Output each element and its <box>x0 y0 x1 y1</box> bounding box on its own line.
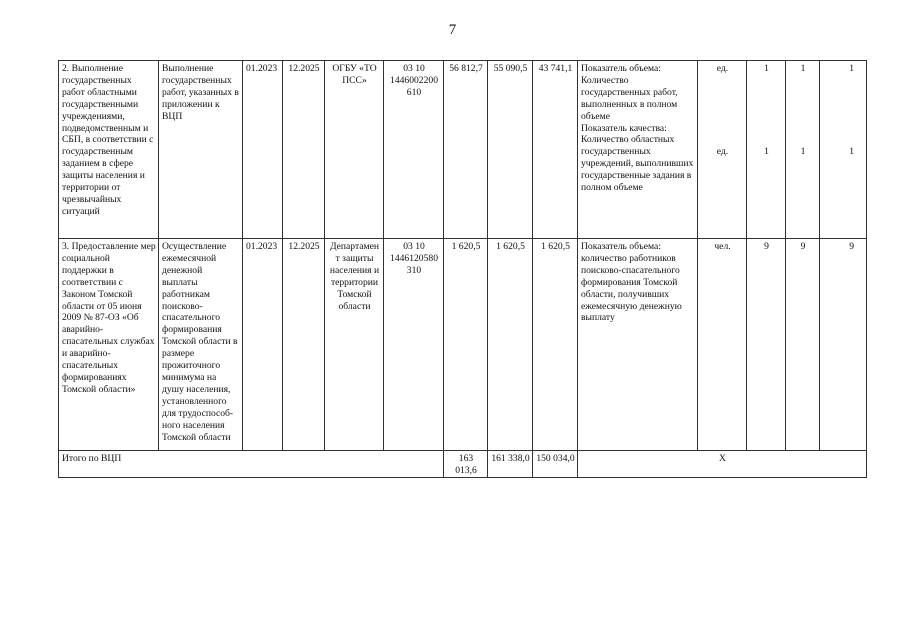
indicator-volume: Показатель объема: Количество государственных работ, выполненных в полном объеме <box>581 63 678 122</box>
indicator-volume: Показатель объема: количество работников поисково-спасательного формирования Томской области, получивших ежемесячную денежную выплату <box>581 241 682 324</box>
table-row <box>59 61 867 239</box>
indicator-cell <box>578 239 698 451</box>
unit-volume: ед. <box>716 63 729 74</box>
page-number: 7 <box>448 22 457 38</box>
activity-cell: Выполнение государственных работ, указанных в приложении к ВЦП <box>159 61 243 239</box>
value-volume: 1 <box>849 63 854 74</box>
total-sum-year3: 150 034,0 <box>533 451 578 478</box>
sum-year2-cell: 55 090,5 <box>488 61 533 239</box>
sum-year3-cell: 43 741,1 <box>533 61 578 239</box>
end-date-cell: 12.2025 <box>283 61 325 239</box>
unit-quality: ед. <box>716 145 729 157</box>
executor-cell: Департамент защиты населения и территории Томской области <box>325 239 384 451</box>
executor-cell: ОГБУ «ТО ПСС» <box>325 61 384 239</box>
value-quality: 1 <box>764 145 769 157</box>
sum-total-cell: 56 812,7 <box>444 61 488 239</box>
task-cell: 3. Предоставление мер социальной поддержки в соответствии с Законом Томской области от 05 июня 2009 № 87-ОЗ «Об аварийно-спасательных службах и аварийно-спасательных формированиях Томской области» <box>59 239 159 451</box>
end-date-cell: 12.2025 <box>283 239 325 451</box>
indicator-quality: Показатель качества: Количество областных государственных учреждений, выполнивших государственные задания в полном объеме <box>581 122 694 194</box>
sum-total-cell: 1 620,5 <box>444 239 488 451</box>
sum-year2-cell: 1 620,5 <box>488 239 533 451</box>
activity-cell: Осуществление ежемесячной денежной выплаты работникам поисково-спасательного формирования Томской области в размере прожиточного минимума на душу населения, установленного для трудоспособ-ного населения Томской области <box>159 239 243 451</box>
sum-year3-cell: 1 620,5 <box>533 239 578 451</box>
budget-code-cell: 03 10 1446120580 310 <box>384 239 444 451</box>
value-year3-cell: 9 <box>820 239 867 451</box>
value-volume: 1 <box>800 63 806 74</box>
value-year2-cell <box>786 61 820 239</box>
total-row <box>59 451 867 478</box>
value-year1-cell: 9 <box>747 239 786 451</box>
total-mark: X <box>578 451 867 478</box>
value-year1-cell <box>747 61 786 239</box>
value-quality: 1 <box>800 145 806 157</box>
value-quality: 1 <box>849 145 854 157</box>
start-date-cell: 01.2023 <box>243 61 283 239</box>
total-sum-year2: 161 338,0 <box>488 451 533 478</box>
total-label: Итого по ВЦП <box>59 451 444 478</box>
budget-code-cell: 03 10 1446002200 610 <box>384 61 444 239</box>
start-date-cell: 01.2023 <box>243 239 283 451</box>
unit-cell: чел. <box>698 239 747 451</box>
unit-cell <box>698 61 747 239</box>
indicator-cell <box>578 61 698 239</box>
task-cell: 2. Выполнение государственных работ областными государственными учреждениями, подведомственным и СБП, в соответствии с государственным заданием в сфере защиты населения и территории от чрезвычайных ситуаций <box>59 61 159 239</box>
total-sum-total: 163 013,6 <box>444 451 488 478</box>
table-row <box>59 239 867 451</box>
value-year3-cell <box>820 61 867 239</box>
value-volume: 1 <box>764 63 769 74</box>
value-year2-cell: 9 <box>786 239 820 451</box>
program-table <box>58 60 867 478</box>
